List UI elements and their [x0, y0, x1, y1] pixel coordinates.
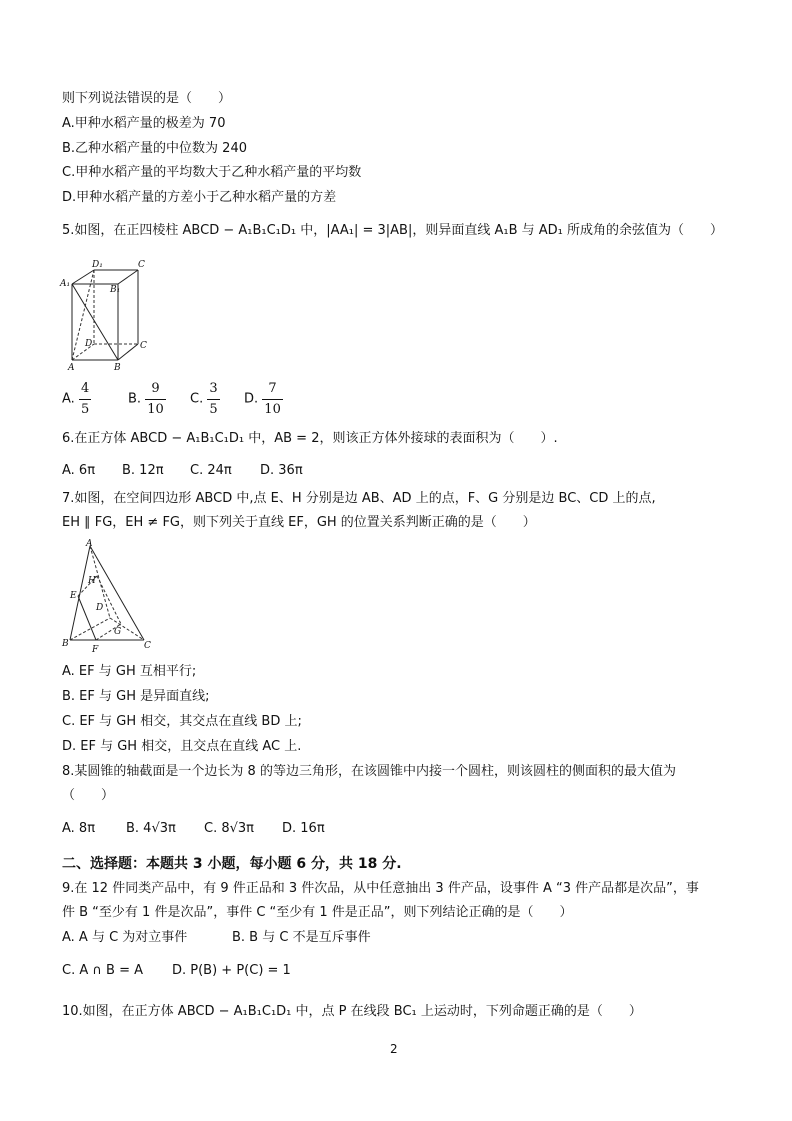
q7-option-c: C. EF 与 GH 相交，其交点在直线 BD 上;	[62, 714, 302, 729]
label-f: F	[92, 645, 99, 655]
q5-option-b-fraction	[145, 380, 166, 419]
q5-d-num: 7	[262, 380, 283, 400]
q9-option-c: C. A ∩ B = A	[62, 963, 143, 978]
q4-option-b: B.乙种水稻产量的中位数为 240	[62, 141, 247, 156]
q4-option-d: D.甲种水稻产量的方差小于乙种水稻产量的方差	[62, 190, 337, 205]
page-number: 2	[390, 1042, 398, 1056]
label-c: C	[140, 341, 147, 351]
q7-option-a: A. EF 与 GH 互相平行;	[62, 664, 197, 679]
label-b: B	[62, 639, 69, 649]
q8-option-a: A. 8π	[62, 821, 96, 836]
q7-option-d: D. EF 与 GH 相交，且交点在直线 AC 上.	[62, 739, 302, 754]
tetrahedron-figure	[58, 538, 158, 656]
label-a: A	[68, 363, 75, 373]
section2-title: 二、选择题：本题共 3 小题，每小题 6 分，共 18 分.	[62, 856, 402, 872]
q8-option-b: B. 4√3π	[126, 821, 176, 836]
q5-c-num: 3	[207, 380, 219, 400]
prism-figure	[58, 256, 158, 374]
q5-c-den: 5	[209, 402, 218, 417]
q6-option-b: B. 12π	[122, 463, 164, 478]
q6-stem: 6.在正方体 ABCD − A₁B₁C₁D₁ 中，AB = 2，则该正方体外接球的表面积为（ ）.	[62, 431, 558, 446]
label-a: A	[86, 539, 93, 549]
label-h: H	[88, 576, 96, 586]
q8-option-d: D. 16π	[282, 821, 325, 836]
q5-option-d	[244, 380, 283, 419]
q6-option-a: A. 6π	[62, 463, 96, 478]
q9-option-a: A. A 与 C 为对立事件	[62, 930, 188, 945]
label-d1: D₁	[92, 260, 103, 270]
q9-stem-line2: 件 B “至少有 1 件是次品”，事件 C “至少有 1 件是正品”，则下列结论正确的是（ ）	[62, 905, 573, 920]
label-c: C	[144, 641, 151, 651]
q5-option-a	[62, 380, 91, 418]
q5-a-num: 4	[79, 380, 91, 400]
label-d: D	[96, 603, 104, 613]
q5-option-a-fraction	[79, 380, 91, 419]
label-b: B	[114, 363, 121, 373]
q6-option-d: D. 36π	[260, 463, 303, 478]
label-g: G	[114, 627, 122, 637]
label-e: E	[70, 591, 77, 601]
q7-option-b: B. EF 与 GH 是异面直线;	[62, 689, 210, 704]
q10-stem: 10.如图，在正方体 ABCD − A₁B₁C₁D₁ 中，点 P 在线段 BC₁ 上运动时，下列命题正确的是（ ）	[62, 1004, 642, 1019]
label-d: D	[85, 339, 93, 349]
q5-a-den: 5	[80, 402, 90, 417]
q5-d-den: 10	[264, 402, 281, 417]
label-c1: C	[138, 260, 145, 270]
q7-stem-line1: 7.如图，在空间四边形 ABCD 中,点 E、H 分别是边 AB、AD 上的点，F、G 分别是边 BC、CD 上的点,	[62, 491, 656, 506]
q8-stem-line1: 8.某圆锥的轴截面是一个边长为 8 的等边三角形，在该圆锥中内接一个圆柱，则该圆柱的侧面积的最大值为	[62, 764, 676, 779]
q7-stem-line2: EH ∥ FG，EH ≠ FG，则下列关于直线 EF，GH 的位置关系判断正确的是（ ）	[62, 515, 536, 530]
label-b1: B₁	[110, 285, 121, 295]
q4-option-c: C.甲种水稻产量的平均数大于乙种水稻产量的平均数	[62, 165, 362, 180]
q5-b-den: 10	[147, 402, 164, 417]
q5-option-c	[190, 380, 220, 419]
q4-stem: 则下列说法错误的是（ ）	[62, 91, 232, 106]
q8-stem-line2: （ ）	[62, 788, 115, 803]
q5-stem: 5.如图，在正四棱柱 ABCD − A₁B₁C₁D₁ 中，|AA₁| = 3|AB|，则异面直线 A₁B 与 AD₁ 所成角的余弦值为（ ）	[62, 223, 724, 238]
q5-option-b	[128, 380, 166, 419]
q9-stem-line1: 9.在 12 件同类产品中，有 9 件正品和 3 件次品，从中任意抽出 3 件产品，设事件 A “3 件产品都是次品”，事	[62, 881, 699, 896]
q6-option-c: C. 24π	[190, 463, 232, 478]
q5-option-d-fraction	[262, 380, 283, 419]
q5-option-d-label: D.	[244, 391, 259, 407]
q9-option-d: D. P(B) + P(C) = 1	[172, 963, 291, 978]
q5-b-num: 9	[145, 380, 166, 400]
q4-option-a: A.甲种水稻产量的极差为 70	[62, 116, 226, 131]
q5-option-a-label: A.	[62, 391, 75, 407]
q5-option-c-label: C.	[190, 391, 204, 407]
q8-option-c: C. 8√3π	[204, 821, 254, 836]
q9-option-b: B. B 与 C 不是互斥事件	[232, 930, 371, 945]
label-a1: A₁	[60, 279, 71, 289]
q5-option-c-fraction	[207, 380, 219, 419]
q5-option-b-label: B.	[128, 391, 142, 407]
